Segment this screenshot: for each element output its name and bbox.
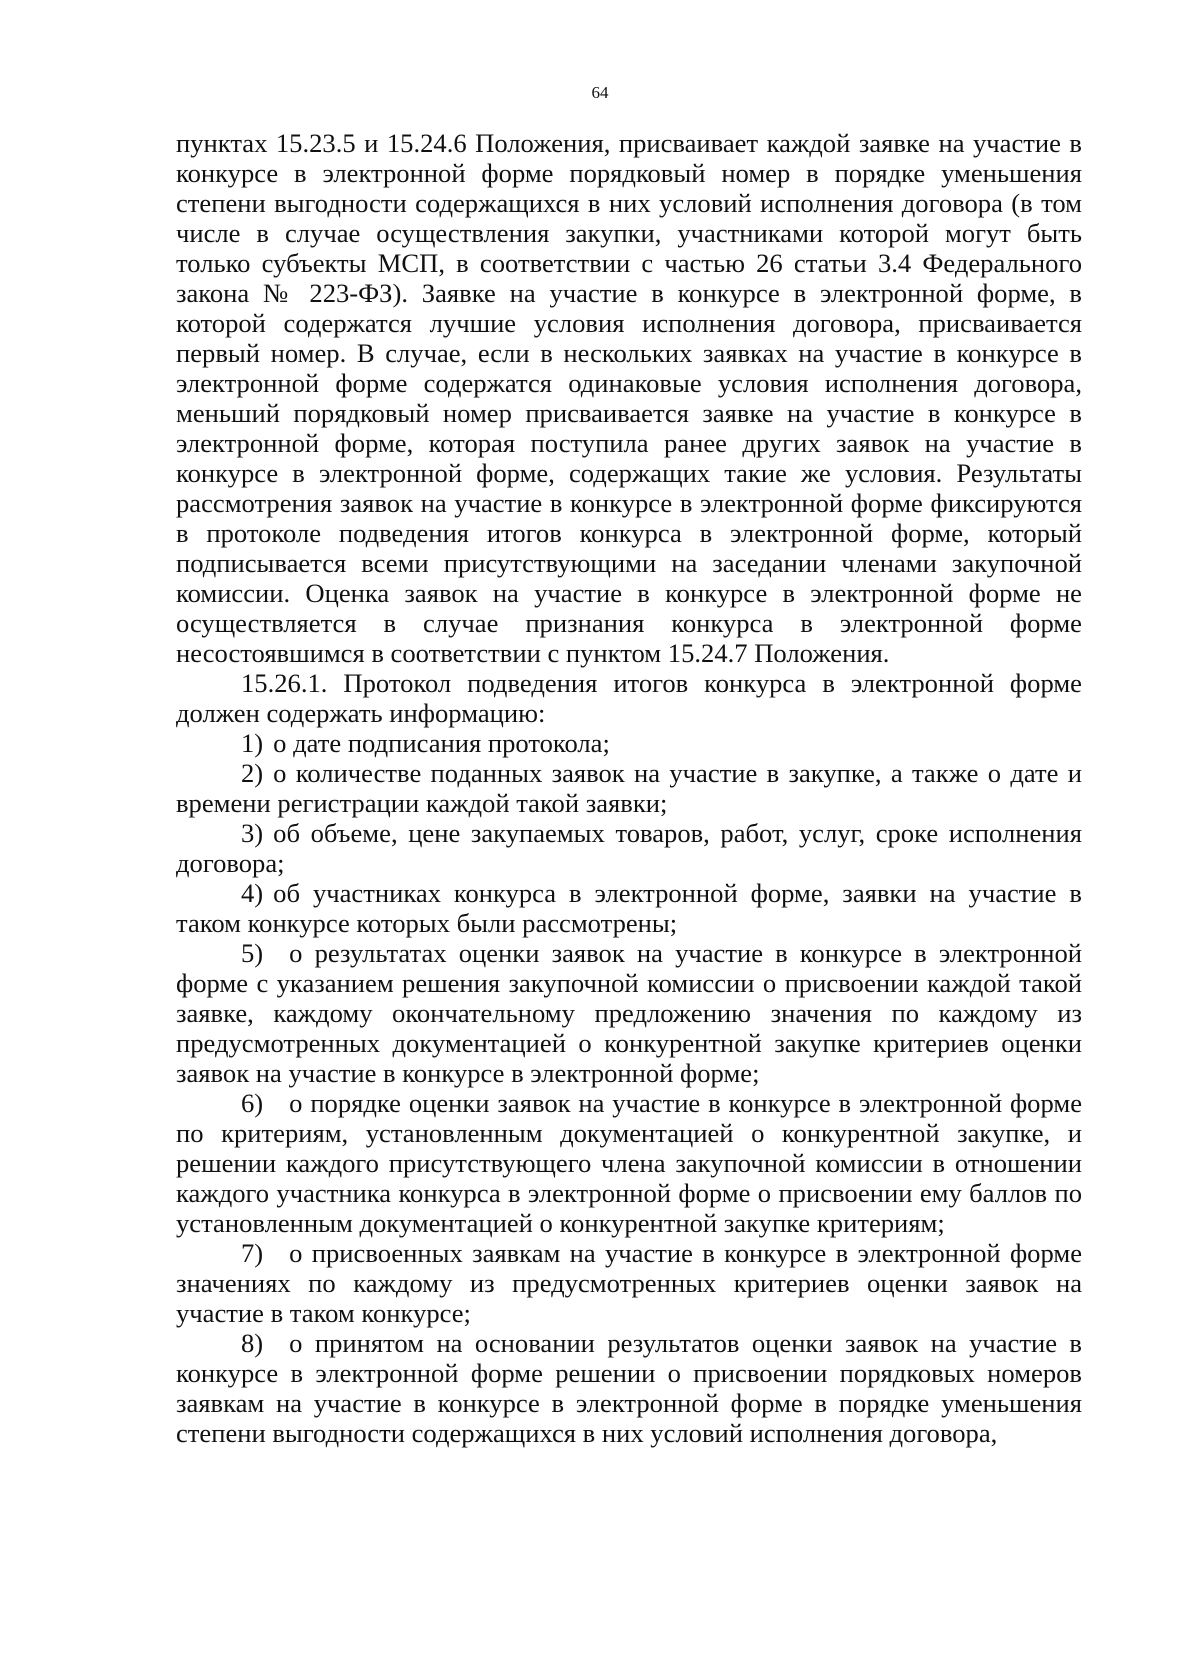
list-item-text: об участниках конкурса в электронной форме, заявки на участие в таком конкурсе которых были рассмотрены; — [176, 878, 1082, 938]
list-item-text: о принятом на основании результатов оценки заявок на участие в конкурсе в электронной форме решении о присвоении порядковых номеров заявкам на участие в конкурсе в электронной форме в порядке уменьшения степени выгодности содержащихся в них условий исполнения договора, — [176, 1328, 1082, 1448]
list-item-number: 1) — [241, 728, 264, 758]
list-item-8 — [176, 1328, 1082, 1448]
list-item-text: о порядке оценки заявок на участие в конкурсе в электронной форме по критериям, установленным документацией о конкурентной закупке, и решении каждого присутствующего члена закупочной комиссии в отношении каждого участника конкурса в электронной форме о присвоении ему баллов по установленным документацией о конкурентной закупке критериям; — [176, 1088, 1082, 1238]
list-item-text: о присвоенных заявкам на участие в конкурсе в электронной форме значениях по каждому из предусмотренных критериев оценки заявок на участие в таком конкурсе; — [176, 1238, 1082, 1328]
paragraph-15-26-1: 15.26.1. Протокол подведения итогов конкурса в электронной форме должен содержать информацию: — [176, 668, 1082, 728]
list-item-1 — [176, 728, 1082, 758]
paragraph-intro: пунктах 15.23.5 и 15.24.6 Положения, присваивает каждой заявке на участие в конкурсе в электронной форме порядковый номер в порядке уменьшения степени выгодности содержащихся в них условий исполнения договора (в том числе в случае осуществления закупки, участниками которой могут быть только субъекты МСП, в соответствии с частью 26 статьи 3.4 Федерального закона № 223-ФЗ). Заявке на участие в конкурсе в электронной форме, в которой содержатся лучшие условия исполнения договора, присваивается первый номер. В случае, если в нескольких заявках на участие в конкурсе в электронной форме содержатся одинаковые условия исполнения договора, меньший порядковый номер присваивается заявке на участие в конкурсе в электронной форме, которая поступила ранее других заявок на участие в конкурсе в электронной форме, содержащих такие же условия. Результаты рассмотрения заявок на участие в конкурсе в электронной форме фиксируются в протоколе подведения итогов конкурса в электронной форме, который подписывается всеми присутствующими на заседании членами закупочной комиссии. Оценка заявок на участие в конкурсе в электронной форме не осуществляется в случае признания конкурса в электронной форме несостоявшимся в соответствии с пунктом 15.24.7 Положения. — [176, 128, 1082, 668]
list-item-6 — [176, 1088, 1082, 1238]
list-item-number: 7) — [241, 1238, 264, 1268]
page-number: 64 — [591, 83, 609, 102]
list-item-5 — [176, 938, 1082, 1088]
list-item-number: 2) — [241, 758, 264, 788]
list-item-number: 8) — [241, 1328, 264, 1358]
list-item-text: о результатах оценки заявок на участие в конкурсе в электронной форме с указанием решения закупочной комиссии о присвоении каждой такой заявке, каждому окончательному предложению значения по каждому из предусмотренных документацией о конкурентной закупке критериев оценки заявок на участие в конкурсе в электронной форме; — [176, 938, 1082, 1088]
list-item-number: 4) — [241, 878, 264, 908]
list-item-7 — [176, 1238, 1082, 1328]
list-item-text: о дате подписания протокола; — [273, 728, 610, 758]
list-item-number: 6) — [241, 1088, 264, 1118]
list-item-4 — [176, 878, 1082, 938]
list-item-3 — [176, 818, 1082, 878]
list-item-number: 5) — [241, 938, 264, 968]
list-item-2 — [176, 758, 1082, 818]
document-body — [176, 128, 1082, 1448]
list-item-text: о количестве поданных заявок на участие в закупке, а также о дате и времени регистрации каждой такой заявки; — [176, 758, 1082, 818]
list-item-text: об объеме, цене закупаемых товаров, работ, услуг, сроке исполнения договора; — [176, 818, 1082, 878]
list-item-number: 3) — [241, 818, 264, 848]
